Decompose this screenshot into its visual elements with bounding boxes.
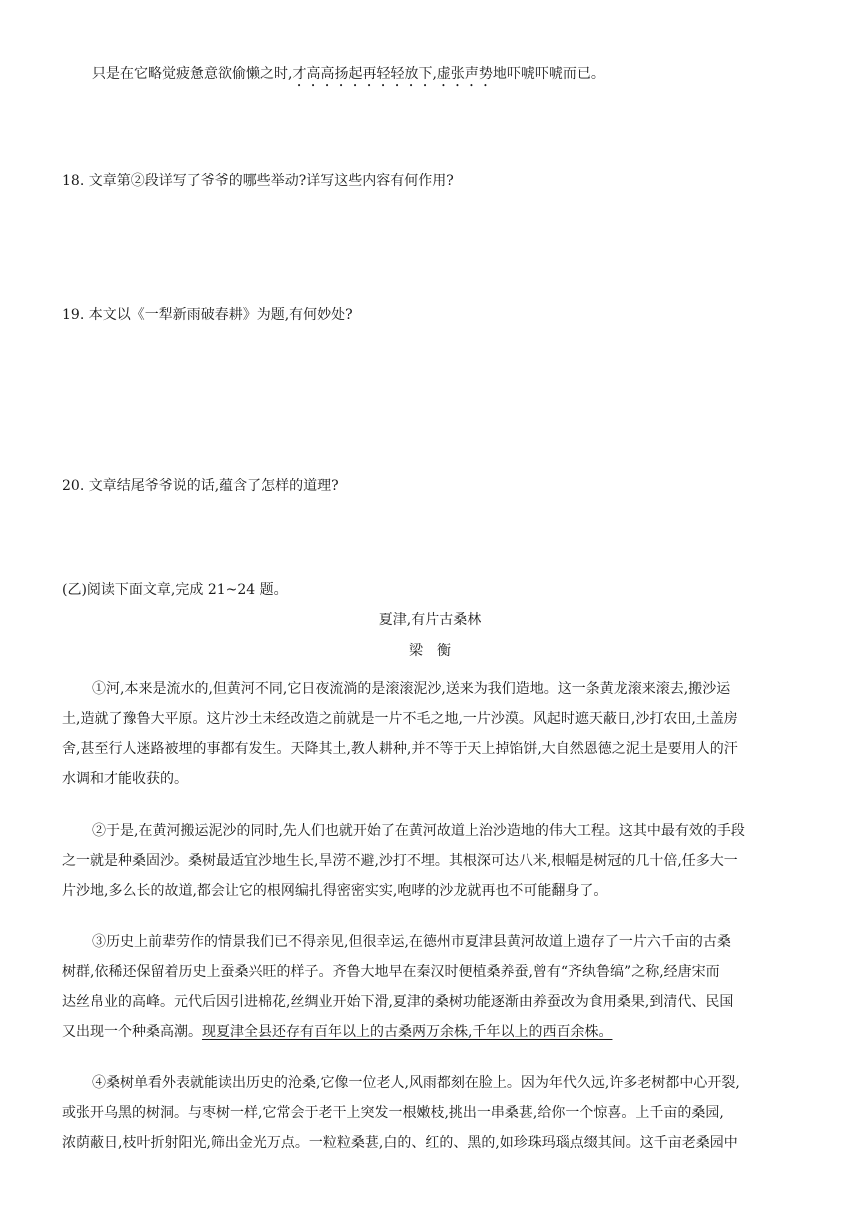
- para2-line1: ②于是,在黄河搬运泥沙的同时,先人们也就开始了在黄河故道上治沙造地的伟大工程。这其中最有效的手段: [92, 823, 745, 839]
- para4-line1: ④桑树单看外表就能读出历史的沧桑,它像一位老人,风雨都刻在脸上。因为年代久远,许多老树都中心开裂,: [92, 1075, 740, 1091]
- intro-part3: 地吓唬吓唬而已。: [492, 66, 605, 82]
- para1-line1: ①河,本来是流水的,但黄河不同,它日夜流淌的是滚滚泥沙,送来为我们造地。这一条黄龙滚来滚去,搬沙运: [92, 681, 731, 697]
- para4-line3: 浓荫蔽日,枝叶折射阳光,筛出金光万点。一粒粒桑葚,白的、红的、黑的,如珍珠玛瑙点缀其间。这千亩老桑园中: [62, 1135, 738, 1151]
- para3-line2: 树群,依稀还保留着历史上蚕桑兴旺的样子。齐鲁大地早在秦汉时便植桑养蚕,曾有“齐纨鲁缟”之称,经唐宋而: [62, 964, 720, 980]
- article-author: 梁 衡: [409, 643, 451, 659]
- section-instruction: (乙)阅读下面文章,完成 21~24 题。: [62, 582, 288, 598]
- para2-line3: 片沙地,多么长的故道,都会让它的根网编扎得密密实实,咆哮的沙龙就再也不可能翻身了。: [62, 883, 608, 899]
- intro-line: [92, 64, 605, 90]
- para4-line2: 或张开乌黑的树洞。与枣树一样,它常会于老干上突发一根嫩枝,挑出一串桑葚,给你一个惊喜。上千亩的桑园,: [62, 1105, 724, 1121]
- article-title: 夏津,有片古桑林: [378, 612, 482, 628]
- para1-line4: 水调和才能收获的。: [62, 771, 188, 787]
- para3-line4: [62, 1022, 798, 1042]
- intro-part2: ,: [432, 66, 437, 82]
- question-18: 18. 文章第②段详写了爷爷的哪些举动?详写这些内容有何作用?: [62, 173, 454, 189]
- question-19: 19. 本文以《一犁新雨破春耕》为题,有何妙处?: [62, 307, 353, 323]
- para3-line3: 达丝帛业的高峰。元代后因引进棉花,丝绸业开始下滑,夏津的桑树功能逐渐由养蚕改为食用桑果,到清代、民国: [62, 994, 734, 1010]
- para3-line4-text: 又出现一个种桑高潮。: [62, 1024, 202, 1040]
- intro-part1: 只是在它略觉疲惫意欲偷懒之时,: [92, 66, 293, 82]
- para2-line2: 之一就是种桑固沙。桑树最适宜沙地生长,旱涝不避,沙打不埋。其根深可达八米,根幅是树冠的几十倍,任多大一: [62, 853, 738, 869]
- intro-emphasis-1: 才高高扬起再轻轻放下: [292, 66, 433, 82]
- intro-emphasis-2: 虚张声势: [436, 66, 493, 82]
- para1-line3: 舍,甚至行人迷路被埋的事都有发生。天降其土,教人耕种,并不等于天上掉馅饼,大自然恩德之泥土是要用人的汗: [62, 741, 738, 757]
- para3-underlined-sentence: 现夏津全县还存有百年以上的古桑两万余株,千年以上的西百余株。: [202, 1024, 613, 1040]
- para3-line1: ③历史上前辈劳作的情景我们已不得亲见,但很幸运,在德州市夏津县黄河故道上遗存了一片六千亩的古桑: [92, 934, 731, 950]
- question-20: 20. 文章结尾爷爷说的话,蕴含了怎样的道理?: [62, 478, 339, 494]
- para1-line2: 土,造就了豫鲁大平原。这片沙土未经改造之前就是一片不毛之地,一片沙漠。风起时遮天蔽日,沙打农田,土盖房: [62, 711, 738, 727]
